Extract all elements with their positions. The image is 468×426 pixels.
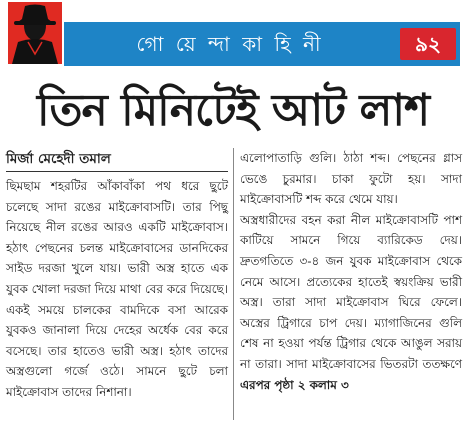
paragraph-text: অস্ত্রধারীদের বহন করা নীল মাইক্রোবাসটি পাশ কাটিয়ে সামনে গিয়ে ব্যারিকেড দেয়। দ্রুতগতিতে ৩-৪ জন যুবক মাইক্রোবাস থেকে নেমে আসে। প্রত্যেকের হাতেই স্বয়ংক্রিয় ভারী অস্ত্র। তারা সাদা মাইক্রোবাস ঘিরে ফেলে। অস্ত্রের ট্রিগারে চাপ দেয়। ম্যাগাজিনের গুলি শেষ না হওয়া পর্যন্ত ট্রিগার থেকে আঙুল সরায় না তারা। সাদা মাইক্রোবাসের ভিতরটা ততক্ষণে: [240, 212, 462, 371]
detective-silhouette-icon: [6, 0, 64, 66]
paragraph: এলোপাতাড়ি গুলি। ঠাঠা শব্দ। পেছনের গ্লাস ভেঙে চুরমার। চাকা ফুটো হয়। সাদা মাইক্রোবাসটি শব্দ করে থেমে যায়।: [240, 151, 462, 207]
continuation-link[interactable]: এরপর পৃষ্ঠা ২ কলাম ৩: [240, 377, 349, 392]
byline: মির্জা মেহেদী তমাল: [6, 151, 111, 167]
page-number-badge: ৯২: [400, 28, 456, 60]
paragraph: ছিমছাম শহরটির আঁকাবাঁকা পথ ধরে ছুটে চলেছে সাদা রঙের মাইক্রোবাসটি। তার পিছু নিয়েছে নীল রঙের আরও একটি মাইক্রোবাস। হঠাৎ পেছনের চলন্ত মাইক্রোবাসের ডানদিকের সাইড দরজা খুলে যায়। ভারী অস্ত্র হাতে এক যুবক খোলা দরজা দিয়ে মাথা বের করে দিয়েছে। একই সময়ে চালকের বামদিকে বসা আরেক যুবকও জানালা দিয়ে দেহের অর্ধেক বের করে বসেছে। তার হাতেও ভারী অস্ত্র। হঠাৎ তাদের অস্ত্রগুলো গর্জে ওঠে। সামনে ছুটে চলা মাইক্রোবাস তাদের নিশানা।: [6, 179, 228, 399]
article-column-left: [6, 176, 228, 403]
byline-underline: [6, 171, 228, 172]
column-divider: [233, 148, 234, 420]
paragraph: [240, 210, 462, 395]
section-title: গো য়ে ন্দা কা হি নী: [136, 32, 324, 56]
headline: তিন মিনিটেই আট লাশ: [36, 85, 430, 136]
article-column-right: [240, 148, 462, 395]
